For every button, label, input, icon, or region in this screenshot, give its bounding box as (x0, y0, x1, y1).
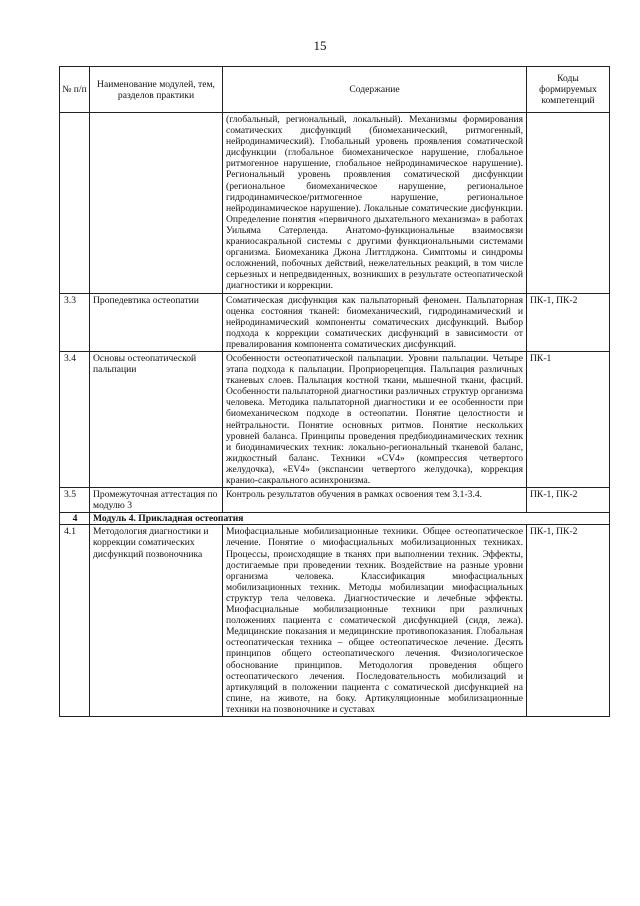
header-num: № п/п (60, 67, 90, 113)
row-codes: ПК-1, ПК-2 (527, 488, 610, 513)
row-codes: ПК-1, ПК-2 (527, 293, 610, 351)
row-name: Методология диагностики и коррекции соматических дисфункций позвоночника (90, 525, 223, 717)
header-content: Содержание (223, 67, 527, 113)
row-content: Особенности остеопатической пальпации. Уровни пальпации. Четыре этапа подхода к пальпации. Проприорецепция. Пальпация различных тканевых слоев. Пальпация костной ткани, мышечной ткани, фасций. Особенности пальпаторной диагностики различных структур организма человека. Методика пальпаторной диагностики и ее особенности при биомеханическом подходе в остеопатии. Понятие целостности и нейтральности. Понятие основных ритмов. Понятие нескольких уровней баланса. Принципы проведения предбиодинамических техник и биодинамических техник: локально-региональный тканевой баланс, жидкостный баланс. Техники «CV4» (компрессия четвертого желудочка), «EV4» (экспансии четвертого желудочка), коррекция кранио-сакрального асинхронизма. (223, 351, 527, 487)
row-content: (глобальный, региональный, локальный). Механизмы формирования соматических дисфункций (биомеханический, ритмогенный, нейродинамический). Глобальный уровень проявления соматической дисфункции (глобальное биомеханическое нарушение, глобальное ритмогенное нарушение, глобальное нейродинамическое нарушение). Региональный уровень проявления соматической дисфункции (региональное биомеханическое нарушение, региональное гидродинамическое/ритмогенное нарушение, региональное нейродинамическое нарушение). Локальные соматические дисфункции. Определение понятия «первичного дыхательного механизма» в работах Уильяма Сатерленда. Анатомо-функциональные взаимосвязи краниосакральной системы с другими функциональными системами организма. Биомеханика Джона Литтлджона. Симптомы и синдромы осложнений, побочных действий, нежелательных реакций, в том числе серьезных и непредвиденных, возникших в результате остеопатической диагностики и коррекции. (223, 113, 527, 294)
table-row (60, 293, 610, 351)
table-row (60, 351, 610, 487)
table-row (60, 113, 610, 294)
header-codes: Коды формируемых компетенций (527, 67, 610, 113)
row-name: Промежуточная аттестация по модулю 3 (90, 488, 223, 513)
row-name: Пропедевтика остеопатии (90, 293, 223, 351)
row-num: 4.1 (60, 525, 90, 717)
row-content: Соматическая дисфункция как пальпаторный феномен. Пальпаторная оценка состояния тканей: биомеханический, гидродинамический и нейродинамический компоненты соматических дисфункций. Выбор подхода к коррекции соматических дисфункций в зависимости от превалирования компонента соматических дисфункций. (223, 293, 527, 351)
row-num (60, 113, 90, 294)
row-content: Контроль результатов обучения в рамках освоения тем 3.1-3.4. (223, 488, 527, 513)
module-num: 4 (60, 513, 90, 525)
row-num: 3.5 (60, 488, 90, 513)
table-row (60, 525, 610, 717)
row-num: 3.3 (60, 293, 90, 351)
module-title: Модуль 4. Прикладная остеопатия (90, 513, 610, 525)
row-num: 3.4 (60, 351, 90, 487)
row-codes: ПК-1 (527, 351, 610, 487)
table-header-row (60, 67, 610, 113)
row-content: Миофасциальные мобилизационные техники. Общее остеопатическое лечение. Понятие о миофасциальных мобилизационных техниках. Процессы, происходящие в тканях при выполнении техник. Эффекты, достигаемые при проведении техник. Воздействие на разные уровни организма человека. Классификация миофасциальных мобилизационных техник. Методы мобилизации миофасциальных структур тела человека. Диагностические и лечебные эффекты. Миофасциальные мобилизационные техники при различных положениях пациента с соматической дисфункцией (сидя, лежа). Медицинские показания и медицинские противопоказания. Глобальная остеопатическая техника – общее остеопатическое лечение. Десять принципов общего остеопатического лечения. Физиологическое обоснование принципов. Методология проведения общего остеопатического лечения. Последовательность мобилизаций и артикуляций в положении пациента с соматической дисфункцией на спине, на животе, на боку. Артикуляционные мобилизационные техники на позвоночнике и суставах (223, 525, 527, 717)
curriculum-table (59, 66, 610, 717)
row-codes: ПК-1, ПК-2 (527, 525, 610, 717)
header-name: Наименование модулей, тем, разделов практики (90, 67, 223, 113)
table-row (60, 488, 610, 513)
row-codes (527, 113, 610, 294)
page-number: 15 (313, 38, 327, 53)
module-heading-row (60, 513, 610, 525)
row-name (90, 113, 223, 294)
row-name: Основы остеопатической пальпации (90, 351, 223, 487)
